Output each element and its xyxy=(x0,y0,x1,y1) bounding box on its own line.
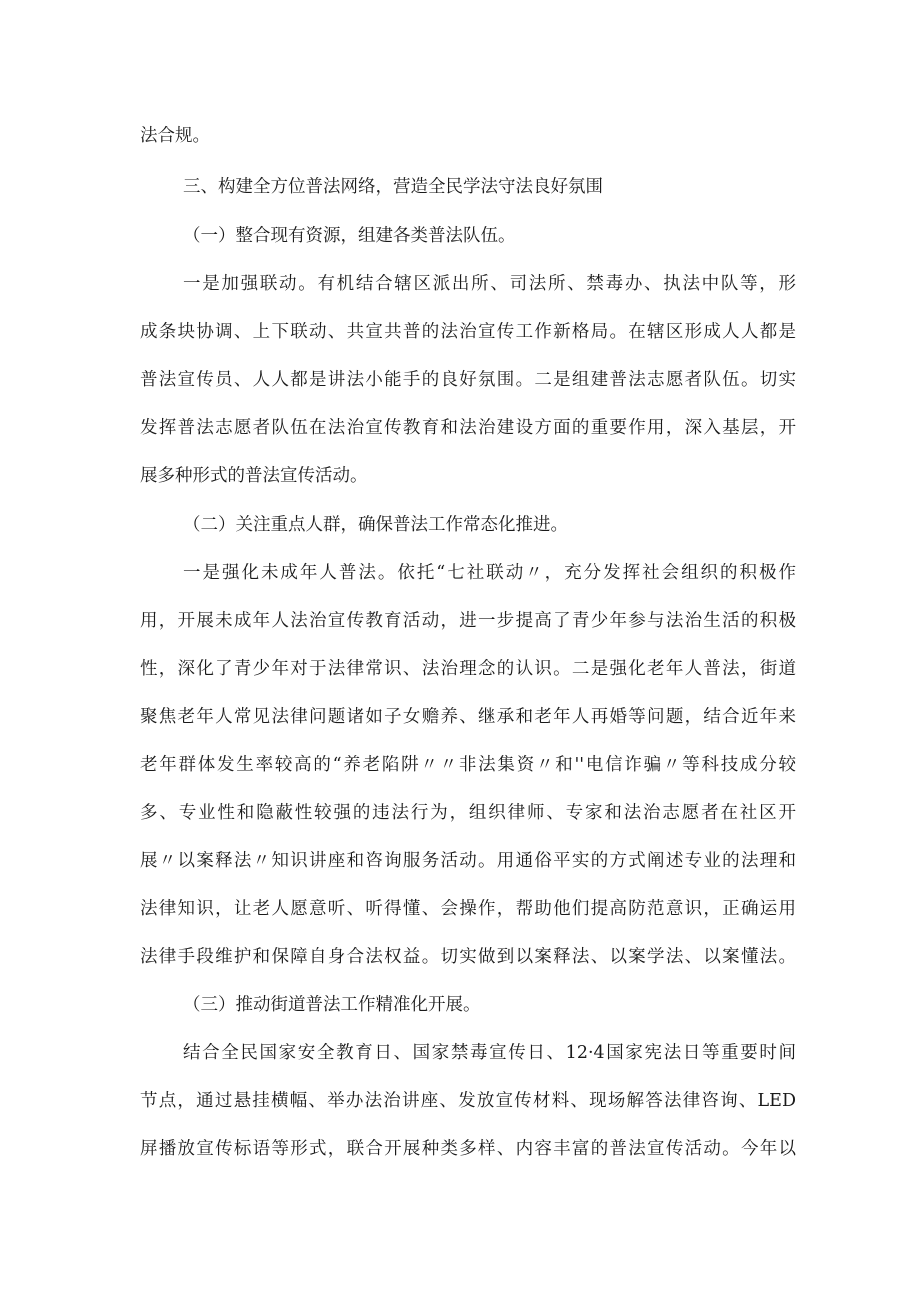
body-text-line: 多、专业性和隐蔽性较强的违法行为，组织律师、专家和法治志愿者在社区开 xyxy=(140,803,796,823)
body-text-line: 节点，通过悬挂横幅、举办法治讲座、发放宣传材料、现场解答法律咨询、LED xyxy=(140,1091,796,1111)
subsection-heading: （三）推动街道普法工作精准化开展。 xyxy=(183,995,481,1015)
body-text-line: 法律知识，让老人愿意听、听得懂、会操作，帮助他们提高防范意识，正确运用 xyxy=(140,899,796,919)
subsection-heading: （一）整合现有资源，组建各类普法队伍。 xyxy=(183,226,516,246)
body-text-line: 屏播放宣传标语等形式，联合开展种类多样、内容丰富的普法宣传活动。今年以 xyxy=(140,1139,796,1159)
subsection-heading: （二）关注重点人群，确保普法工作常态化推进。 xyxy=(183,515,568,535)
body-text-line: 结合全民国家安全教育日、国家禁毒宣传日、12·4国家宪法日等重要时间 xyxy=(183,1043,796,1063)
body-text-line: 展〃以案释法〃知识讲座和咨询服务活动。用通俗平实的方式阐述专业的法理和 xyxy=(140,851,796,871)
body-text-line: 性，深化了青少年对于法律常识、法治理念的认识。二是强化老年人普法，街道 xyxy=(140,659,796,679)
body-text-line: 展多种形式的普法宣传活动。 xyxy=(140,466,368,486)
body-text-line: 聚焦老年人常见法律问题诸如子女赡养、继承和老年人再婚等问题，结合近年来 xyxy=(140,707,796,727)
section-heading: 三、构建全方位普法网络，营造全民学法守法良好氛围 xyxy=(183,177,603,197)
body-text-line: 普法宣传员、人人都是讲法小能手的良好氛围。二是组建普法志愿者队伍。切实 xyxy=(140,370,796,390)
body-text-line: 法律手段维护和保障自身合法权益。切实做到以案释法、以案学法、以案懂法。 xyxy=(140,947,796,967)
body-text-line: 一是加强联动。有机结合辖区派出所、司法所、禁毒办、执法中队等，形 xyxy=(183,274,796,294)
body-text-line: 成条块协调、上下联动、共宣共普的法治宣传工作新格局。在辖区形成人人都是 xyxy=(140,322,796,342)
body-text-line: 用，开展未成年人法治宣传教育活动，进一步提高了青少年参与法治生活的积极 xyxy=(140,611,796,631)
body-text-line: 法合规。 xyxy=(140,126,210,146)
body-text-line: 老年群体发生率较高的“养老陷阱〃〃非法集资〃和''电信诈骗〃等科技成分较 xyxy=(140,755,796,775)
body-text-line: 发挥普法志愿者队伍在法治宣传教育和法治建设方面的重要作用，深入基层，开 xyxy=(140,418,796,438)
body-text-line: 一是强化未成年人普法。依托“七社联动〃，充分发挥社会组织的积极作 xyxy=(183,563,796,583)
